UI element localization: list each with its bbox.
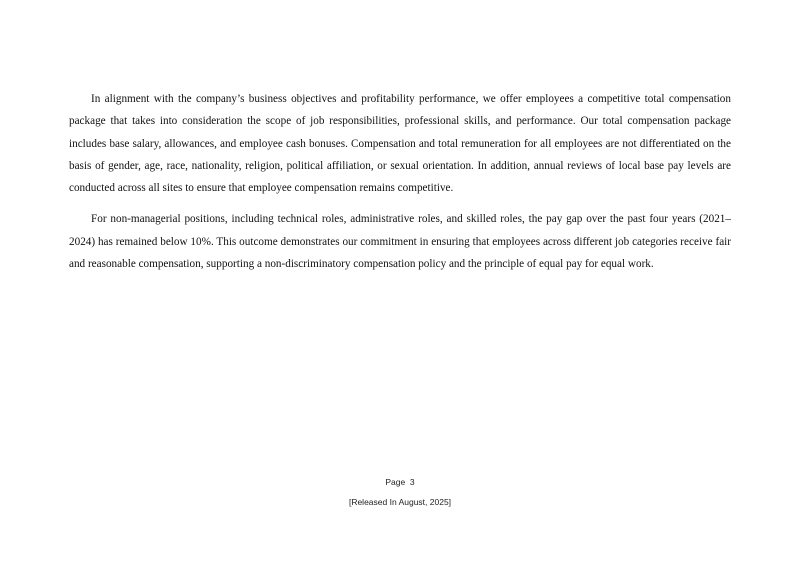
page-number-footer <box>0 477 800 487</box>
release-note: [Released In August, 2025] <box>348 497 452 507</box>
paragraph-compensation-package: In alignment with the company’s business objectives and profitability performance, we offer employees a competitive total compensation package that takes into consideration the scope of job responsibilities, professional skills, and performance. Our total compensation package includes base salary, allowances, and employee cash bonuses. Compensation and total remuneration for all employees are not differentiated on the basis of gender, age, race, nationality, religion, political affiliation, or sexual orientation. In addition, annual reviews of local base pay levels are conducted across all sites to ensure that employee compensation remains competitive. <box>69 93 731 195</box>
page-number: 3 <box>409 477 415 487</box>
paragraph-pay-gap: For non-managerial positions, including technical roles, administrative roles, and skilled roles, the pay gap over the past four years (2021–2024) has remained below 10%. This outcome demonstrates our commitment in ensuring that employees across different job categories receive fair and reasonable compensation, supporting a non-discriminatory compensation policy and the principle of equal pay for equal work. <box>69 213 731 271</box>
document-body <box>69 88 731 284</box>
page-label: Page <box>385 477 406 487</box>
